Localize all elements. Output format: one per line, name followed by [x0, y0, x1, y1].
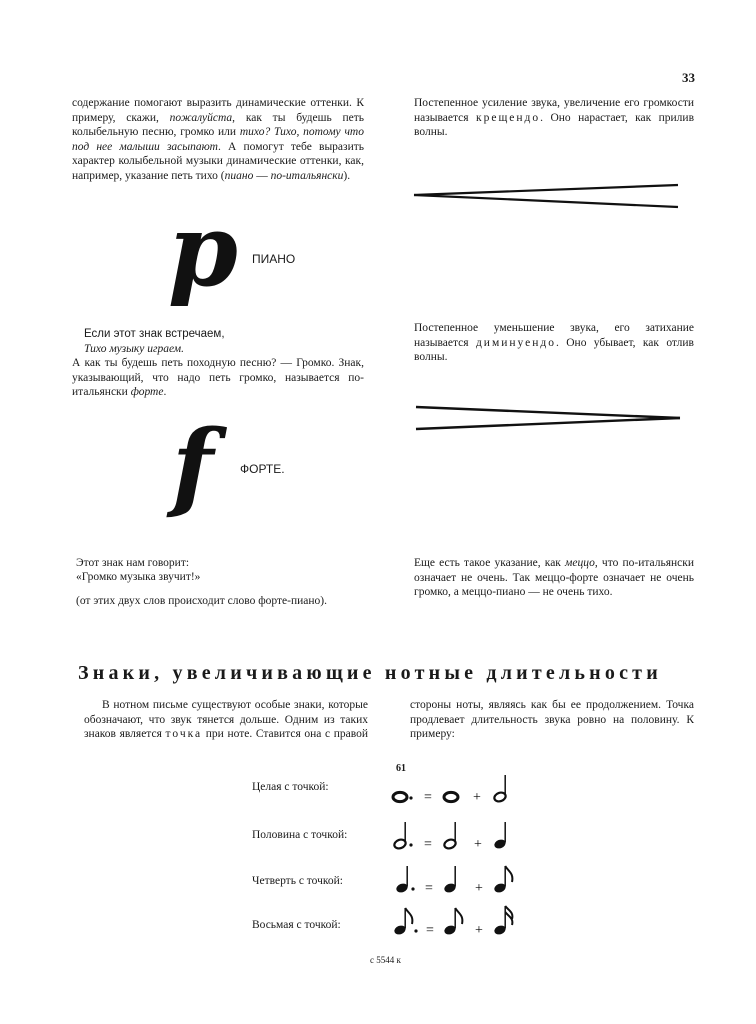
crescendo-lower-line: [414, 195, 678, 207]
text-run: , что по-итальянски означает не очень. Так меццо-форте означает не очень громко, а меццо-пиано — не очень тихо.: [414, 557, 694, 598]
diminuendo-hairpin: [412, 402, 684, 434]
spaced-term: диминуендо: [475, 336, 556, 349]
dotted-quarter-note: [395, 866, 414, 894]
quarter-note: [493, 822, 507, 850]
italic-run: пожалуйста: [169, 111, 233, 124]
example-row-quarter: [380, 858, 530, 898]
italic-run: пиано: [224, 169, 254, 182]
eighth-note: [493, 866, 512, 894]
text-run: ).: [343, 169, 351, 182]
diminuendo-upper-line: [416, 407, 680, 418]
half-note: [443, 822, 457, 850]
text-run: А как ты будешь петь походную песню? — Громко. Знак, указывающий, что надо петь громко, называется по-итальянски: [72, 357, 364, 398]
text-run: —: [253, 169, 271, 182]
example-number: 61: [396, 763, 406, 774]
text-run: содержание помогают выразить динамические оттенки. К примеру, скажи,: [72, 97, 364, 124]
text-run: , как ты будешь петь колыбельную песню, громко или: [72, 111, 364, 138]
plus-sign: +: [475, 923, 483, 938]
example-label-half: Половина с точкой:: [252, 829, 348, 841]
dotted-eighth-note: [393, 908, 417, 936]
piano-symbol: p: [168, 191, 238, 309]
crescendo-upper-line: [414, 185, 678, 195]
spaced-term: крещендо: [476, 111, 541, 124]
piano-label: ПИАНО: [252, 252, 296, 266]
mezzo-paragraph: [414, 556, 694, 600]
forte-label: ФОРТЕ.: [240, 462, 285, 476]
text-run: при ноте. Ставится она с правой стороны ноты, являясь как бы ее продолжением. Точка продлевает длительность звука ровно на половину. К примеру:: [202, 699, 694, 740]
forte-line-2: «Громко музыка звучит!»: [76, 571, 201, 583]
sixteenth-note: [493, 906, 512, 936]
equals-sign: =: [426, 923, 434, 938]
intro-paragraph: [72, 96, 364, 183]
eighth-note: [443, 908, 462, 936]
half-note: [493, 775, 507, 803]
italic-run: тихо? Тихо, потому что под нее малыши засыпают: [72, 126, 364, 153]
text-run: .: [163, 386, 167, 398]
forte-note: (от этих двух слов происходит слово форте-пиано).: [76, 595, 327, 607]
example-row-half: [380, 814, 530, 854]
diminuendo-paragraph: [414, 321, 694, 365]
whole-note: [444, 792, 458, 801]
example-label-whole: Целая с точкой:: [252, 781, 329, 793]
piano-poem-line-2: Тихо музыку играем.: [84, 343, 185, 355]
equals-sign: =: [425, 881, 433, 896]
example-row-whole: [380, 770, 530, 810]
text-run: . Оно нарастает, как прилив волны.: [414, 111, 695, 138]
example-label-eighth: Восьмая с точкой:: [252, 919, 341, 931]
dotted-whole-note: [393, 792, 413, 801]
example-label-quarter: Четверть с точкой:: [252, 875, 344, 887]
forte-intro-paragraph: [72, 356, 364, 400]
text-run: В нотном письме существуют особые знаки, которые обозначают, что звук тянется дольше. Одним из таких знаков является: [84, 699, 368, 740]
diminuendo-lower-line: [416, 418, 680, 429]
crescendo-paragraph: [414, 96, 694, 140]
quarter-note: [443, 866, 457, 894]
dots-paragraph: [84, 698, 694, 742]
text-run: . Оно убывает, как отлив волны.: [414, 336, 694, 363]
forte-line-1: Этот знак нам говорит:: [76, 557, 190, 569]
page-number: 33: [682, 70, 695, 85]
italic-run: форте: [130, 386, 164, 398]
dotted-half-note: [393, 822, 412, 850]
equals-sign: =: [424, 790, 432, 805]
example-row-eighth: [380, 900, 530, 940]
piano-poem-line-1: Если этот знак встречаем,: [84, 328, 225, 340]
forte-symbol: f: [172, 409, 214, 522]
spaced-term: точка: [165, 728, 203, 740]
italic-run: по-итальянски: [270, 169, 344, 182]
plus-sign: +: [475, 881, 483, 896]
text-run: . А помогут тебе выразить характер колыбельной музыки динамические оттенки, как, например, указание петь тихо (: [72, 140, 364, 182]
footer-code: с 5544 к: [370, 955, 401, 965]
section-heading: Знаки, увеличивающие нотные длительности: [78, 662, 662, 684]
plus-sign: +: [474, 837, 482, 852]
text-run: Еще есть такое указание, как: [414, 557, 566, 569]
text-run: Постепенное усиление звука, увеличение его громкости называется: [414, 97, 694, 124]
equals-sign: =: [424, 837, 432, 852]
italic-run: меццо: [565, 557, 595, 569]
text-run: Постепенное уменьшение звука, его затихание называется: [414, 322, 694, 349]
plus-sign: +: [473, 790, 481, 805]
crescendo-hairpin: [410, 180, 682, 212]
